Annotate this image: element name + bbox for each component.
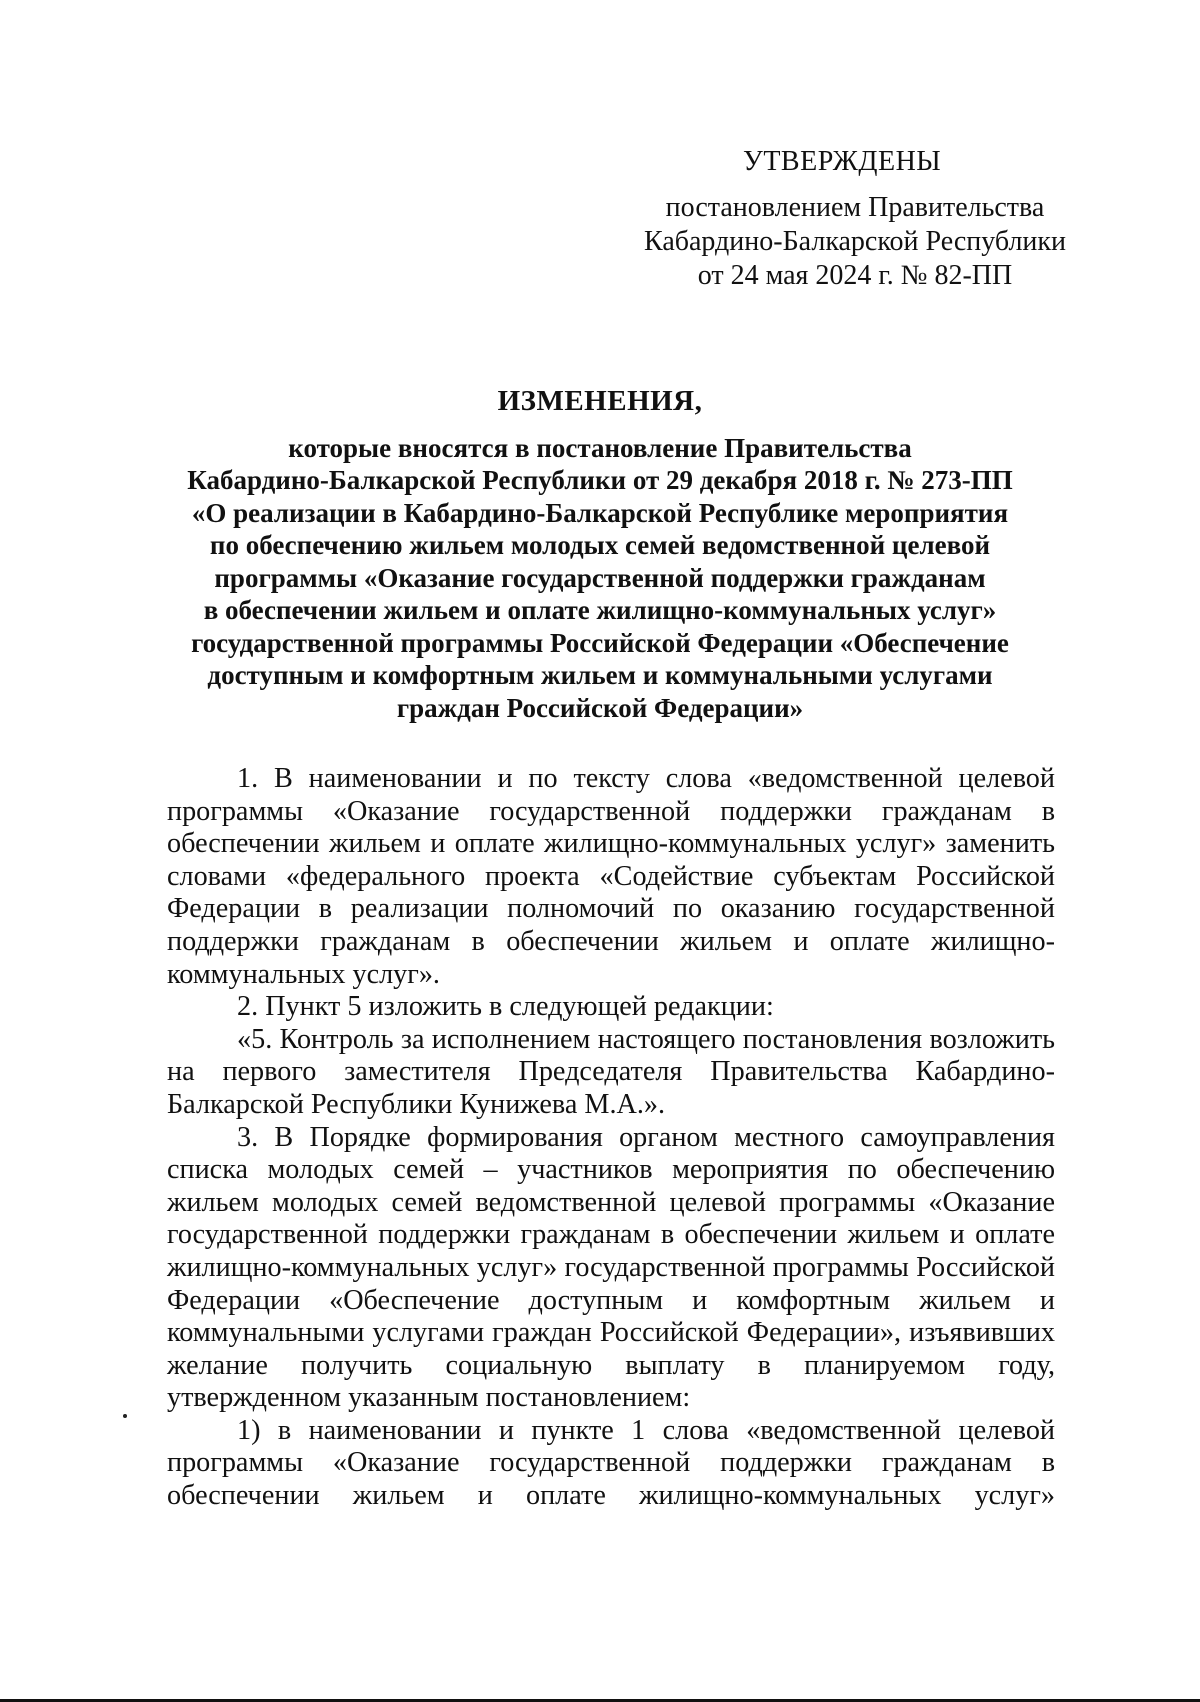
title-line: доступным и комфортным жильем и коммунальными услугами: [207, 660, 993, 690]
paragraph-1: 1. В наименовании и по тексту слова «ведомственной целевой программы «Оказание государственной поддержки гражданам в обеспечении жильем и оплате жилищно-коммунальных услуг» заменить словами «федерального проекта «Содействие субъектам Российской Федерации в реализации полномочий по оказанию государственной поддержки гражданам в обеспечении жильем и оплате жилищно-коммунальных услуг».: [167, 763, 1055, 990]
title-line: которые вносятся в постановление Правительства: [288, 432, 912, 463]
approval-stamp: [620, 145, 1090, 293]
document-title: [150, 385, 1050, 724]
paragraph-2: 2. Пункт 5 изложить в следующей редакции:: [237, 991, 774, 1023]
approval-line-3: от 24 мая 2024 г. № 82-ПП: [697, 260, 1013, 291]
title-line: «О реализации в Кабардино-Балкарской Республике мероприятия: [191, 497, 1009, 528]
scan-speck: [123, 1414, 127, 1418]
title-line: граждан Российской Федерации»: [396, 692, 804, 723]
title-line: государственной программы Российской Федерации «Обеспечение: [191, 627, 1009, 658]
title-line: по обеспечению жильем молодых семей ведомственной целевой: [209, 530, 991, 560]
title-line: программы «Оказание государственной поддержки гражданам: [214, 562, 986, 593]
paragraph-5: 1) в наименовании и пункте 1 слова «ведомственной целевой программы «Оказание государственной поддержки гражданам в обеспечении жильем и оплате жилищно-коммунальных услуг»: [167, 1414, 1055, 1512]
title-line: в обеспечении жильем и оплате жилищно-коммунальных услуг»: [203, 595, 997, 625]
paragraph-4: 3. В Порядке формирования органом местного самоуправления списка молодых семей – участников мероприятия по обеспечению жильем молодых семей ведомственной целевой программы «Оказание государственной поддержки гражданам в обеспечении жильем и оплате жилищно-коммунальных услуг» государственной программы Российской Федерации «Обеспечение доступным и комфортным жильем и коммунальными услугами граждан Российской Федерации», изъявивших желание получить социальную выплату в планируемом году, утвержденном указанным постановлением:: [167, 1121, 1055, 1414]
title-line: Кабардино-Балкарской Республики от 29 декабря 2018 г. № 273-ПП: [187, 465, 1013, 495]
document-body: [167, 763, 1055, 1513]
paragraph-3: «5. Контроль за исполнением настоящего постановления возложить на первого заместителя Председателя Правительства Кабардино-Балкарской Республики Кунижева М.А.».: [167, 1023, 1055, 1120]
approval-line-1: постановлением Правительства: [665, 192, 1045, 223]
title-main: ИЗМЕНЕНИЯ,: [497, 385, 703, 417]
approval-line-2: Кабардино-Балкарской Республики: [644, 226, 1066, 257]
approval-heading: УТВЕРЖДЕНЫ: [743, 146, 942, 177]
